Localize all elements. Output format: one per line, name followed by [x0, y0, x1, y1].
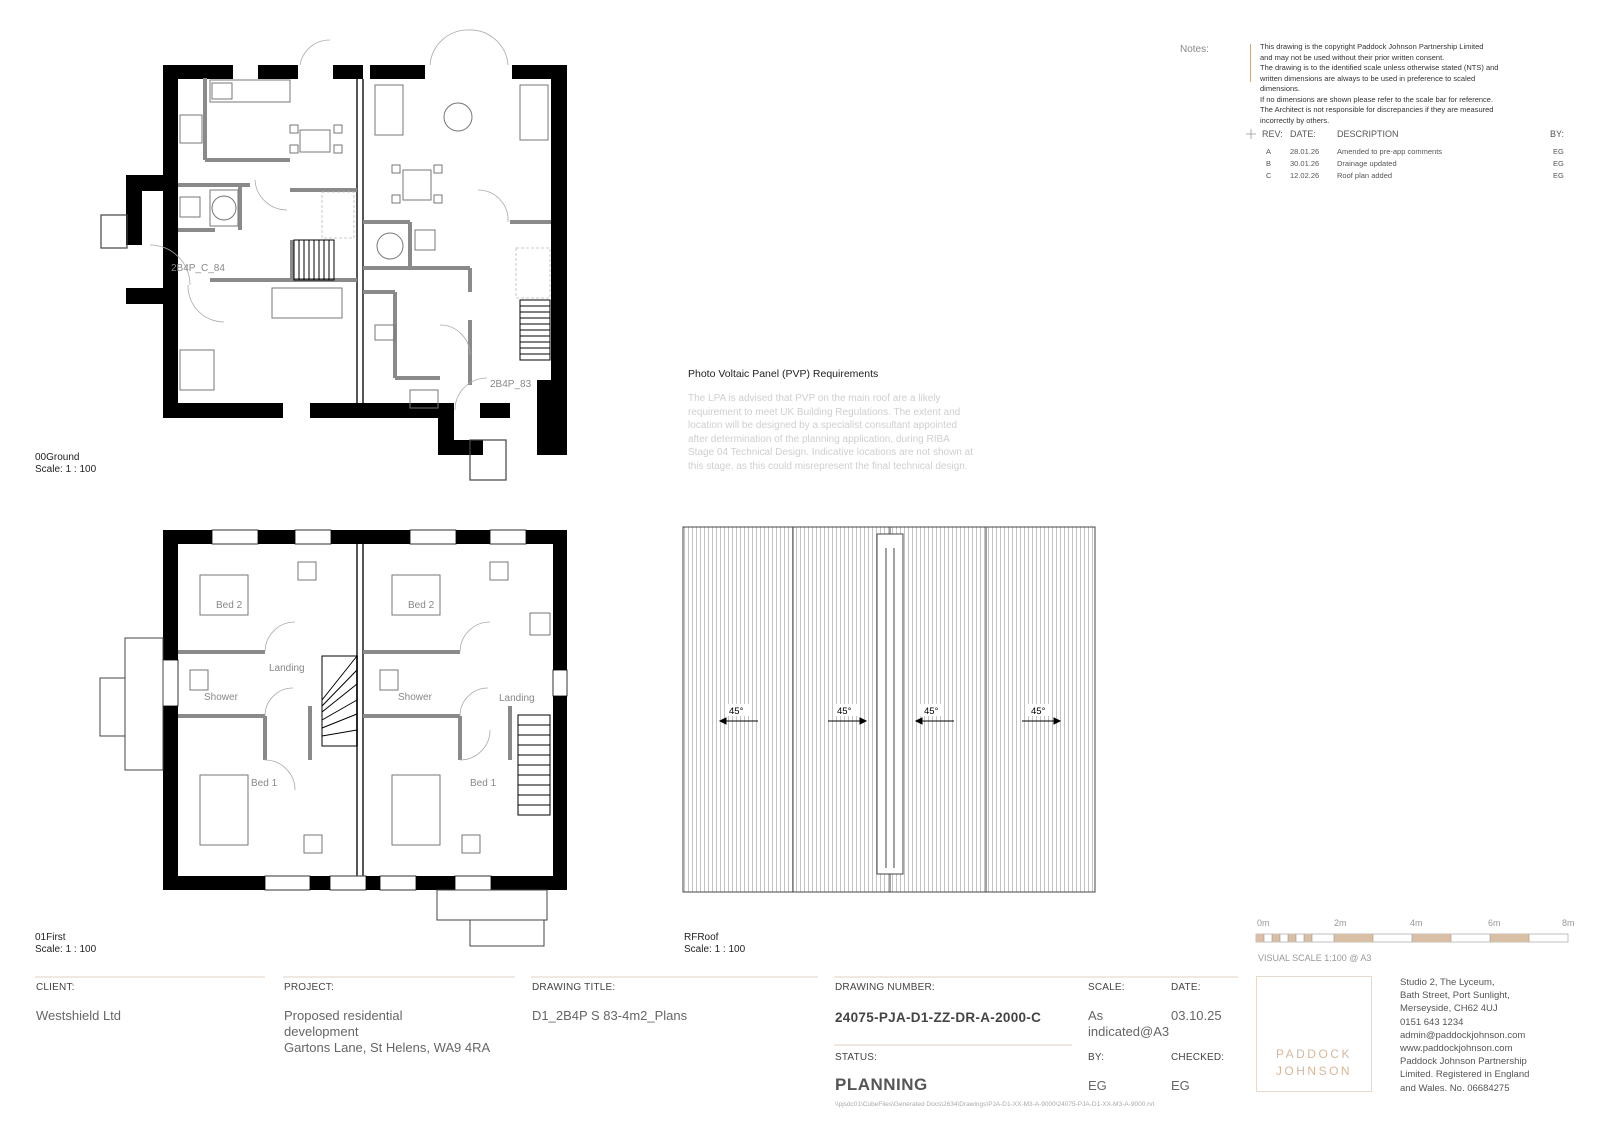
scale-label: 4m: [1410, 918, 1423, 928]
first-floor-plan: [100, 530, 567, 946]
roof-pitch-3: 45°: [924, 706, 939, 717]
project-value: [284, 1008, 490, 1056]
rev-cell: B: [1266, 159, 1272, 168]
notes-divider: [1250, 44, 1251, 82]
unit-label-left: 2B4P_C_84: [171, 263, 225, 274]
rev-cell: Amended to pre-app comments: [1337, 147, 1443, 156]
project-line: development: [284, 1024, 359, 1039]
project-label: PROJECT:: [284, 982, 334, 993]
website-link[interactable]: www.paddockjohnson.com: [1400, 1043, 1513, 1055]
rev-cell: EG: [1553, 147, 1564, 156]
notes-line: The Architect is not responsible for discrepancies if they are measured: [1260, 105, 1494, 114]
view-scale: Scale: 1 : 100: [684, 944, 746, 955]
drawing-title-label: DRAWING TITLE:: [532, 982, 616, 993]
scale-field-label: SCALE:: [1088, 982, 1125, 993]
pvp-title: Photo Voltaic Panel (PVP) Requirements: [688, 368, 879, 380]
pvp-body: [688, 392, 1038, 473]
rev-cell: C: [1266, 171, 1272, 180]
notes-text: [1260, 42, 1560, 126]
scale-label: 6m: [1488, 918, 1501, 928]
drawing-number-value: 24075-PJA-D1-ZZ-DR-A-2000-C: [835, 1010, 1042, 1025]
rev-header-date: DATE:: [1290, 129, 1316, 139]
scale-line: As: [1088, 1008, 1104, 1023]
logo-line: PADDOCK: [1276, 1047, 1352, 1061]
notes-line: incorrectly by others.: [1260, 115, 1330, 125]
company-logo-text: [1256, 1046, 1372, 1080]
status-label: STATUS:: [835, 1052, 878, 1063]
pvp-line: after determination of the planning application, during RIBA: [688, 433, 950, 445]
rev-cell: EG: [1553, 159, 1564, 168]
room-label-shower-right: Shower: [398, 692, 432, 703]
address-line: and Wales. No. 06684275: [1400, 1082, 1510, 1094]
pvp-line: this stage, as this could misrepresent the final technical design.: [688, 460, 968, 472]
pvp-line: location will be designed by a specialist consultant appointed: [688, 420, 958, 431]
roof-pitch-1: 45°: [729, 706, 744, 717]
rev-cell: A: [1266, 147, 1272, 156]
checked-value: EG: [1171, 1078, 1190, 1093]
project-line: Proposed residential: [284, 1008, 403, 1023]
view-name: RFRoof: [684, 932, 719, 943]
drawing-title-value: D1_2B4P S 83-4m2_Plans: [532, 1008, 688, 1023]
view-scale: Scale: 1 : 100: [35, 464, 97, 475]
address-line: Bath Street, Port Sunlight,: [1400, 990, 1510, 1002]
scale-label: 0m: [1257, 918, 1270, 928]
visual-scale-note: VISUAL SCALE 1:100 @ A3: [1258, 953, 1372, 963]
scale-line: indicated@A3: [1088, 1024, 1170, 1039]
revision-cloud-marker: [1246, 129, 1256, 139]
date-value: 03.10.25: [1171, 1008, 1222, 1023]
rev-header-description: DESCRIPTION: [1337, 129, 1399, 139]
roof-pitch-2: 45°: [837, 706, 852, 717]
pvp-line: requirement to meet UK Building Regulations. The extent and: [688, 406, 961, 418]
pvp-line: The LPA is advised that PVP on the main roof are a likely: [688, 393, 941, 404]
roof-plan: [683, 527, 1095, 892]
rev-header-by: BY:: [1550, 129, 1565, 139]
date-label: DATE:: [1171, 982, 1201, 993]
view-caption-ground: [35, 452, 96, 476]
rev-cell: Drainage updated: [1337, 159, 1397, 168]
rev-cell: 28.01.26: [1290, 147, 1320, 156]
email-link[interactable]: admin@paddockjohnson.com: [1400, 1029, 1526, 1041]
room-label-bed1-right: Bed 1: [470, 778, 497, 789]
view-caption-first: [35, 932, 96, 956]
roof-pitch-4: 45°: [1031, 706, 1046, 717]
view-caption-roof: [684, 932, 745, 956]
room-label-bed1-left: Bed 1: [251, 778, 278, 789]
address-line: Merseyside, CH62 4UJ: [1400, 1003, 1498, 1015]
by-label: BY:: [1088, 1052, 1105, 1063]
rev-cell: Roof plan added: [1337, 171, 1393, 180]
scale-bar: [1256, 934, 1568, 942]
unit-label-right: 2B4P_83: [490, 379, 532, 390]
room-label-landing-right: Landing: [499, 693, 535, 704]
notes-line: If no dimensions are shown please refer to the scale bar for reference.: [1260, 94, 1494, 104]
address-line: Limited. Registered in England: [1400, 1069, 1530, 1081]
view-scale: Scale: 1 : 100: [35, 944, 97, 955]
view-name: 01First: [35, 932, 66, 943]
notes-line: and may not be used without their prior written consent.: [1260, 52, 1445, 62]
by-value: EG: [1088, 1078, 1107, 1093]
room-label-bed2-left: Bed 2: [216, 600, 243, 611]
scale-label: 2m: [1334, 918, 1347, 928]
room-label-shower-left: Shower: [204, 692, 238, 703]
notes-line: dimensions.: [1260, 84, 1301, 93]
pvp-line: Stage 04 Technical Design. Indicative locations are not shown at: [688, 447, 973, 458]
scale-label: 8m: [1562, 918, 1575, 928]
rev-header-rev: REV:: [1262, 129, 1283, 139]
rev-cell: EG: [1553, 171, 1564, 180]
address-line: Studio 2, The Lyceum,: [1400, 977, 1495, 988]
client-value: Westshield Ltd: [36, 1008, 122, 1023]
notes-line: The drawing is to the identified scale unless otherwise stated (NTS) and: [1260, 63, 1499, 72]
address-line: Paddock Johnson Partnership: [1400, 1056, 1527, 1068]
logo-line: JOHNSON: [1275, 1064, 1353, 1078]
file-path: \\pjsdc01\CubeFiles\Generated Docs\2634\Drawings\PJA-D1-XX-M3-A-9000\24075-PJA-D1-XX-M3-A-9000.rvt: [835, 1101, 1155, 1108]
client-label: CLIENT:: [36, 982, 75, 993]
rev-cell: 12.02.26: [1290, 171, 1320, 180]
checked-label: CHECKED:: [1171, 1052, 1225, 1063]
company-address: [1400, 976, 1570, 1095]
status-value: PLANNING: [835, 1075, 928, 1094]
notes-label: Notes:: [1180, 44, 1209, 55]
phone-number: 0151 643 1234: [1400, 1016, 1464, 1028]
room-label-landing-left: Landing: [269, 663, 305, 674]
notes-line: This drawing is the copyright Paddock Johnson Partnership Limited: [1260, 42, 1484, 51]
notes-line: written dimensions are always to be used in preference to scaled: [1260, 73, 1476, 83]
scale-field-value: [1088, 1008, 1169, 1040]
ground-floor-plan: [101, 30, 567, 480]
rev-cell: 30.01.26: [1290, 159, 1320, 168]
drawing-number-label: DRAWING NUMBER:: [835, 982, 935, 993]
view-name: 00Ground: [35, 452, 80, 463]
room-label-bed2-right: Bed 2: [408, 600, 435, 611]
project-line: Gartons Lane, St Helens, WA9 4RA: [284, 1040, 491, 1055]
